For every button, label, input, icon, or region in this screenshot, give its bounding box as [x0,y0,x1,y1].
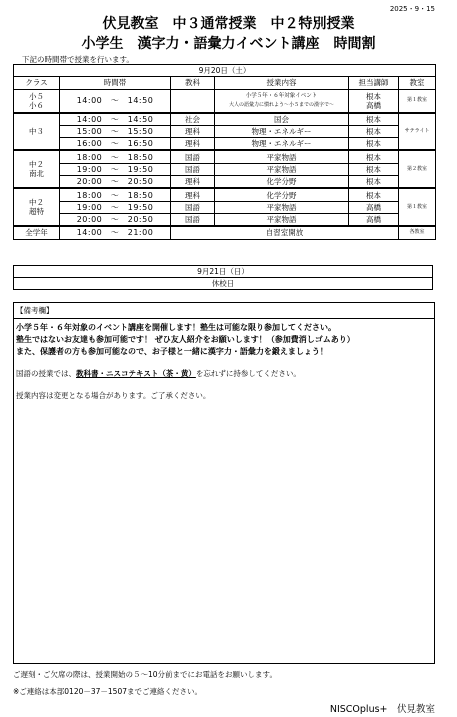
issue-date: 2025・9・15 [389,5,435,13]
day2-closed: 休校日 [14,277,432,289]
teacher-cell: 根本 [349,176,399,189]
time-cell: 19:00 ～ 19:50 [60,201,171,213]
class-cell: 全学年 [14,226,60,239]
time-cell: 20:00 ～ 20:50 [60,176,171,189]
room-cell: 第１教室 [399,188,436,226]
table-row [14,176,436,189]
day1-header: 9月20日（土） [14,65,436,77]
header-teacher: 担当講師 [349,77,399,89]
table-row [14,89,436,113]
content-cell: 自習室開放 [171,226,399,239]
table-row [14,125,436,137]
table-row [14,113,436,126]
subject-cell: 社会 [171,113,215,126]
content-cell: 物理・エネルギー [215,125,349,137]
content-cell: 平家物語 [215,213,349,226]
textbook-highlight: 教科書・ニスコテキスト（茶・黄） [76,369,196,378]
page-title: 伏見教室 中３通常授業 中２特別授業 [102,16,355,32]
subject-cell: 理科 [171,188,215,201]
header-class: クラス [14,77,60,89]
header-time: 時間帯 [60,77,171,89]
room-cell: 各教室 [399,226,436,239]
schedule-table [13,64,436,240]
table-header-row [14,77,436,89]
teacher-cell: 根本 [349,138,399,151]
table-row [14,150,436,163]
class-cell: 中２ 超特 [14,188,60,226]
teacher-cell: 高橋 [349,213,399,226]
teacher-cell: 高橋 [349,201,399,213]
class-cell: 中２ 南北 [14,150,60,188]
content-cell [215,89,349,113]
content-cell: 平家物語 [215,163,349,175]
content-cell: 化学分野 [215,188,349,201]
room-cell: サテライト [399,113,436,151]
day2-box [13,265,433,290]
teacher-cell: 根本 高橋 [349,89,399,113]
content-cell: 化学分野 [215,176,349,189]
subject-cell: 理科 [171,125,215,137]
time-cell: 14:00 ～ 14:50 [60,89,171,113]
subject-cell: 理科 [171,176,215,189]
remarks-title: 【備考欄】 [16,306,54,315]
subject-cell [171,89,215,113]
remarks-event-line: 小学５年・６年対象のイベント講座を開催します！塾生は可能な限り参加してください。 [16,323,336,332]
table-row [14,213,436,226]
time-cell: 18:00 ～ 18:50 [60,150,171,163]
subject-cell: 国語 [171,163,215,175]
time-cell: 20:00 ～ 20:50 [60,213,171,226]
remarks-body [14,318,434,405]
table-row [14,201,436,213]
header-room: 教室 [399,77,436,89]
content-cell: 平家物語 [215,150,349,163]
teacher-cell: 根本 [349,125,399,137]
time-cell: 16:00 ～ 16:50 [60,138,171,151]
class-cell: 中３ [14,113,60,151]
teacher-cell: 根本 [349,113,399,126]
intro-note: 下記の時間帯で授業を行います。 [22,55,134,64]
subject-cell: 国語 [171,201,215,213]
teacher-cell: 根本 [349,188,399,201]
brand-name: NISCOplus+ 伏見教室 [329,704,435,715]
remarks-change-note: 授業内容は変更となる場合があります。ご了承ください。 [16,391,211,400]
subject-cell: 理科 [171,138,215,151]
remarks-box [13,302,435,664]
table-row [14,138,436,151]
header-subject: 教科 [171,77,215,89]
remarks-event-line: 塾生ではないお友達も参加可能です！ ぜひ友人紹介をお願いします！（参加費消しゴムあり） [16,335,355,344]
table-row [14,188,436,201]
footer-contact-note: ※ご連絡は本部0120－37－1507までご連絡ください。 [13,687,203,696]
class-cell: 小５ 小６ [14,89,60,113]
time-cell: 18:00 ～ 18:50 [60,188,171,201]
time-cell: 15:00 ～ 15:50 [60,125,171,137]
content-cell: 物理・エネルギー [215,138,349,151]
event-title: 小学５年・６年対象イベント [245,92,318,99]
room-cell: 第２教室 [399,150,436,188]
header-content: 授業内容 [215,77,349,89]
teacher-cell: 根本 [349,150,399,163]
table-row [14,163,436,175]
event-subtitle: 大人の語彙力に慣れよう～小５までの漢字で～ [228,101,334,108]
content-cell: 平家物語 [215,201,349,213]
time-cell: 14:00 ～ 14:50 [60,113,171,126]
day2-header: 9月21日（日） [197,267,249,276]
remarks-event-line: また、保護者の方も参加可能なので、お子様と一緒に漢字力・語彙力を鍛えましょう！ [16,347,328,356]
time-cell: 19:00 ～ 19:50 [60,163,171,175]
page-subtitle: 小学生 漢字力・語彙力イベント講座 時間割 [81,36,376,52]
subject-cell: 国語 [171,213,215,226]
time-cell: 14:00 ～ 21:00 [60,226,171,239]
footer-absence-note: ご遅刻・ご欠席の際は、授業開始の５～10分前までにお電話をお願いします。 [13,670,277,679]
content-cell: 国会 [215,113,349,126]
remarks-language-note: 国語の授業では、教科書・ニスコテキスト（茶・黄）を忘れずに持参してください。 [16,369,301,378]
table-row [14,226,436,239]
teacher-cell: 根本 [349,163,399,175]
subject-cell: 国語 [171,150,215,163]
room-cell: 第１教室 [399,89,436,113]
